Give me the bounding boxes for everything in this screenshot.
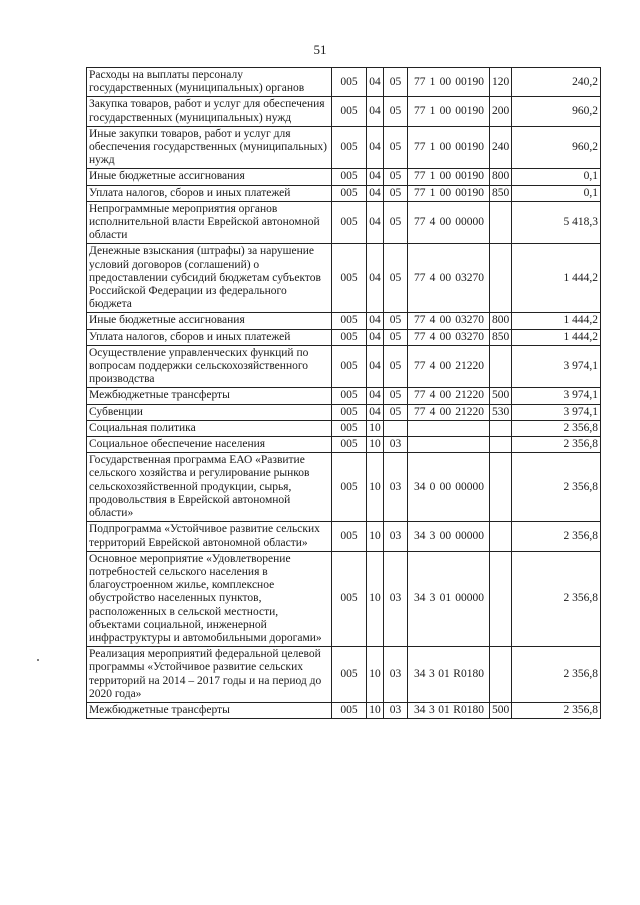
target-article-part: 03270 xyxy=(455,314,484,327)
target-article-parts xyxy=(410,389,487,402)
target-article-part: 00 xyxy=(439,330,452,343)
amount: 2 356,8 xyxy=(512,702,601,718)
amount: 1 444,2 xyxy=(512,313,601,329)
table-row xyxy=(87,68,601,97)
expense-type-code xyxy=(490,453,512,522)
admin-code: 005 xyxy=(332,702,367,718)
target-article-part: 77 xyxy=(414,405,426,418)
admin-code: 005 xyxy=(332,437,367,453)
target-article-part: 3 xyxy=(429,703,435,716)
target-article-part: 00 xyxy=(439,170,452,183)
section-code: 10 xyxy=(367,702,384,718)
subsection-code: 05 xyxy=(384,201,408,244)
section-code: 04 xyxy=(367,126,384,169)
target-article-part: 00190 xyxy=(455,75,484,88)
table-row xyxy=(87,522,601,551)
table-row xyxy=(87,388,601,404)
admin-code: 005 xyxy=(332,185,367,201)
admin-code: 005 xyxy=(332,453,367,522)
section-code: 04 xyxy=(367,313,384,329)
target-article-code xyxy=(408,126,490,169)
expense-type-code: 500 xyxy=(490,702,512,718)
scan-speck xyxy=(37,659,39,661)
target-article-part: 1 xyxy=(429,105,436,117)
table-row xyxy=(87,169,601,185)
table-row xyxy=(87,201,601,244)
expense-type-code xyxy=(490,522,512,551)
expense-type-code xyxy=(490,420,512,436)
target-article-part: 00 xyxy=(439,529,452,542)
table-row xyxy=(87,420,601,436)
target-article-parts xyxy=(410,481,487,494)
target-article-code xyxy=(408,453,490,522)
table-row xyxy=(87,404,601,420)
target-article-part: 00 xyxy=(439,216,452,229)
target-article-code xyxy=(408,185,490,201)
section-code: 04 xyxy=(367,169,384,185)
subsection-code: 05 xyxy=(384,126,408,169)
table-row xyxy=(87,345,601,388)
section-code: 04 xyxy=(367,68,384,97)
target-article-part: 3 xyxy=(429,667,435,680)
amount: 2 356,8 xyxy=(512,551,601,646)
target-article-part: 77 xyxy=(414,271,426,284)
subsection-code: 05 xyxy=(384,388,408,404)
table-row xyxy=(87,702,601,718)
target-article-part: 4 xyxy=(429,360,436,373)
target-article-part: 4 xyxy=(429,389,436,402)
target-article-part: 77 xyxy=(414,216,426,229)
subsection-code: 03 xyxy=(384,437,408,453)
target-article-code xyxy=(408,97,490,126)
table-row xyxy=(87,437,601,453)
target-article-part: 00 xyxy=(439,480,452,493)
subsection-code: 05 xyxy=(384,313,408,329)
target-article-code xyxy=(408,68,490,97)
target-article-part: 1 xyxy=(429,75,436,88)
row-name: Основное мероприятие «Удовлетворение потребностей сельского населения в благоустроенном жилье, комплексное обустройство населенных пунктов, расположенных в сельской местности, объектами социальной, инженерной инфраструктуры и автомобильными дорогами» xyxy=(87,551,332,646)
admin-code: 005 xyxy=(332,329,367,345)
target-article-code xyxy=(408,437,490,453)
target-article-part: 00 xyxy=(439,405,452,418)
subsection-code: 05 xyxy=(384,169,408,185)
admin-code: 005 xyxy=(332,68,367,97)
target-article-parts xyxy=(410,170,487,183)
target-article-part: 77 xyxy=(414,330,426,343)
target-article-part: 77 xyxy=(414,75,426,88)
row-name: Социальное обеспечение населения xyxy=(87,437,332,453)
row-name: Расходы на выплаты персоналу государственных (муниципальных) органов xyxy=(87,68,332,97)
target-article-code xyxy=(408,329,490,345)
target-article-code xyxy=(408,169,490,185)
expense-type-code: 530 xyxy=(490,404,512,420)
subsection-code: 05 xyxy=(384,329,408,345)
target-article-code xyxy=(408,702,490,718)
row-name: Осуществление управленческих функций по вопросам поддержки сельскохозяйственного производства xyxy=(87,345,332,388)
target-article-part: 00000 xyxy=(455,480,484,493)
amount: 2 356,8 xyxy=(512,437,601,453)
target-article-code xyxy=(408,201,490,244)
target-article-parts xyxy=(410,314,487,327)
target-article-parts xyxy=(410,105,487,118)
target-article-parts xyxy=(410,141,487,154)
target-article-part: 1 xyxy=(429,170,436,183)
expense-type-code: 500 xyxy=(490,388,512,404)
table-row xyxy=(87,126,601,169)
target-article-code xyxy=(408,522,490,551)
target-article-part: 77 xyxy=(414,360,426,373)
target-article-code xyxy=(408,244,490,313)
section-code: 10 xyxy=(367,437,384,453)
target-article-part: 21220 xyxy=(455,405,484,418)
admin-code: 005 xyxy=(332,126,367,169)
budget-table xyxy=(86,67,601,719)
target-article-part: 00 xyxy=(439,105,452,117)
target-article-part: R0180 xyxy=(453,703,484,716)
row-name: Уплата налогов, сборов и иных платежей xyxy=(87,329,332,345)
subsection-code: 03 xyxy=(384,522,408,551)
target-article-part: 01 xyxy=(438,667,450,680)
target-article-parts xyxy=(410,668,487,681)
row-name: Иные бюджетные ассигнования xyxy=(87,313,332,329)
subsection-code: 05 xyxy=(384,345,408,388)
budget-table-body xyxy=(87,68,601,719)
row-name: Социальная политика xyxy=(87,420,332,436)
admin-code: 005 xyxy=(332,388,367,404)
target-article-parts xyxy=(410,530,487,543)
subsection-code: 03 xyxy=(384,453,408,522)
target-article-part: 00190 xyxy=(455,141,484,154)
target-article-code xyxy=(408,345,490,388)
target-article-part: 77 xyxy=(414,141,426,154)
amount: 240,2 xyxy=(512,68,601,97)
expense-type-code xyxy=(490,345,512,388)
target-article-part: 4 xyxy=(429,330,436,343)
amount: 2 356,8 xyxy=(512,453,601,522)
expense-type-code: 850 xyxy=(490,329,512,345)
page-number: 51 xyxy=(313,42,327,57)
amount: 0,1 xyxy=(512,185,601,201)
amount: 960,2 xyxy=(512,126,601,169)
expense-type-code: 800 xyxy=(490,169,512,185)
target-article-part: 21220 xyxy=(455,389,484,402)
section-code: 04 xyxy=(367,329,384,345)
target-article-part: 34 xyxy=(414,667,426,680)
target-article-part: 77 xyxy=(414,170,426,183)
target-article-part: 00000 xyxy=(455,529,484,542)
target-article-parts xyxy=(410,187,487,200)
admin-code: 005 xyxy=(332,522,367,551)
expense-type-code: 850 xyxy=(490,185,512,201)
target-article-part: 00190 xyxy=(455,170,484,183)
target-article-part: 34 xyxy=(414,529,426,542)
target-article-part: 00 xyxy=(439,314,452,327)
subsection-code: 03 xyxy=(384,647,408,703)
expense-type-code xyxy=(490,201,512,244)
subsection-code: 03 xyxy=(384,551,408,646)
expense-type-code xyxy=(490,551,512,646)
section-code: 04 xyxy=(367,185,384,201)
row-name: Межбюджетные трансферты xyxy=(87,702,332,718)
admin-code: 005 xyxy=(332,313,367,329)
target-article-parts xyxy=(410,406,487,419)
section-code: 10 xyxy=(367,647,384,703)
expense-type-code: 120 xyxy=(490,68,512,97)
target-article-part: 77 xyxy=(414,186,426,199)
amount: 5 418,3 xyxy=(512,201,601,244)
subsection-code: 05 xyxy=(384,244,408,313)
section-code: 10 xyxy=(367,551,384,646)
admin-code: 005 xyxy=(332,201,367,244)
admin-code: 005 xyxy=(332,420,367,436)
admin-code: 005 xyxy=(332,404,367,420)
row-name: Непрограммные мероприятия органов исполнительной власти Еврейской автономной области xyxy=(87,201,332,244)
target-article-part: 01 xyxy=(439,592,452,605)
amount: 0,1 xyxy=(512,169,601,185)
target-article-code xyxy=(408,388,490,404)
target-article-part: 34 xyxy=(414,480,426,493)
target-article-part: 34 xyxy=(414,592,426,605)
table-row xyxy=(87,453,601,522)
section-code: 04 xyxy=(367,97,384,126)
row-name: Подпрограмма «Устойчивое развитие сельских территорий Еврейской автономной области» xyxy=(87,522,332,551)
target-article-parts xyxy=(410,360,487,373)
admin-code: 005 xyxy=(332,345,367,388)
row-name: Реализация мероприятий федеральной целевой программы «Устойчивое развитие сельских территорий на 2014 – 2017 годы и на период до 2020 года» xyxy=(87,647,332,703)
target-article-code xyxy=(408,420,490,436)
target-article-part: 00 xyxy=(439,186,452,199)
section-code: 04 xyxy=(367,201,384,244)
admin-code: 005 xyxy=(332,647,367,703)
admin-code: 005 xyxy=(332,169,367,185)
row-name: Иные бюджетные ассигнования xyxy=(87,169,332,185)
table-row xyxy=(87,329,601,345)
table-row xyxy=(87,647,601,703)
expense-type-code xyxy=(490,244,512,313)
expense-type-code: 240 xyxy=(490,126,512,169)
amount: 2 356,8 xyxy=(512,522,601,551)
table-row xyxy=(87,244,601,313)
amount: 3 974,1 xyxy=(512,345,601,388)
target-article-part: 00 xyxy=(439,360,452,373)
target-article-parts xyxy=(410,331,487,344)
amount: 2 356,8 xyxy=(512,647,601,703)
target-article-part: 00 xyxy=(439,389,452,402)
target-article-part: 00 xyxy=(439,271,452,284)
subsection-code: 05 xyxy=(384,185,408,201)
target-article-part: 1 xyxy=(429,186,436,199)
target-article-parts xyxy=(410,76,487,89)
target-article-part: 00000 xyxy=(455,216,484,229)
section-code: 10 xyxy=(367,453,384,522)
subsection-code: 05 xyxy=(384,404,408,420)
table-row xyxy=(87,551,601,646)
target-article-part: 03270 xyxy=(455,271,484,284)
target-article-code xyxy=(408,313,490,329)
target-article-part: 21220 xyxy=(455,360,484,373)
amount: 960,2 xyxy=(512,97,601,126)
target-article-part: 77 xyxy=(414,105,426,117)
target-article-parts xyxy=(410,272,487,285)
target-article-parts xyxy=(410,216,487,229)
target-article-part: 00 xyxy=(439,141,452,154)
section-code: 04 xyxy=(367,345,384,388)
expense-type-code xyxy=(490,647,512,703)
row-name: Межбюджетные трансферты xyxy=(87,388,332,404)
subsection-code xyxy=(384,420,408,436)
section-code: 04 xyxy=(367,244,384,313)
target-article-part: 00000 xyxy=(455,592,484,605)
expense-type-code: 800 xyxy=(490,313,512,329)
row-name: Иные закупки товаров, работ и услуг для обеспечения государственных (муниципальных) нужд xyxy=(87,126,332,169)
target-article-part: 34 xyxy=(414,703,426,716)
subsection-code: 03 xyxy=(384,702,408,718)
row-name: Денежные взыскания (штрафы) за нарушение условий договоров (соглашений) о предоставлении субсидий бюджетам субъектов Российской Федерации из федерального бюджета xyxy=(87,244,332,313)
target-article-code xyxy=(408,404,490,420)
target-article-part: R0180 xyxy=(453,667,484,680)
subsection-code: 05 xyxy=(384,68,408,97)
expense-type-code xyxy=(490,437,512,453)
target-article-parts xyxy=(410,592,487,605)
section-code: 04 xyxy=(367,388,384,404)
section-code: 10 xyxy=(367,522,384,551)
target-article-part: 1 xyxy=(429,141,436,154)
amount: 2 356,8 xyxy=(512,420,601,436)
section-code: 04 xyxy=(367,404,384,420)
admin-code: 005 xyxy=(332,97,367,126)
table-row xyxy=(87,97,601,126)
target-article-part: 4 xyxy=(429,216,436,229)
amount: 1 444,2 xyxy=(512,329,601,345)
target-article-part: 4 xyxy=(429,405,436,418)
row-name: Государственная программа ЕАО «Развитие сельского хозяйства и регулирование рынков сельскохозяйственной продукции, сырья, продовольствия в Еврейской автономной области» xyxy=(87,453,332,522)
target-article-part: 77 xyxy=(414,314,426,327)
target-article-part: 00190 xyxy=(455,186,484,199)
row-name: Закупка товаров, работ и услуг для обеспечения государственных (муниципальных) нужд xyxy=(87,97,332,126)
table-row xyxy=(87,313,601,329)
target-article-part: 3 xyxy=(429,592,436,605)
row-name: Уплата налогов, сборов и иных платежей xyxy=(87,185,332,201)
target-article-code xyxy=(408,647,490,703)
admin-code: 005 xyxy=(332,244,367,313)
subsection-code: 05 xyxy=(384,97,408,126)
section-code: 10 xyxy=(367,420,384,436)
amount: 3 974,1 xyxy=(512,404,601,420)
amount: 1 444,2 xyxy=(512,244,601,313)
target-article-part: 4 xyxy=(429,314,436,327)
target-article-part: 03270 xyxy=(455,330,484,343)
target-article-part: 4 xyxy=(429,271,436,284)
amount: 3 974,1 xyxy=(512,388,601,404)
expense-type-code: 200 xyxy=(490,97,512,126)
target-article-part: 77 xyxy=(414,389,426,402)
target-article-part: 0 xyxy=(429,480,436,493)
target-article-part: 00 xyxy=(439,75,452,88)
row-name: Субвенции xyxy=(87,404,332,420)
target-article-part: 3 xyxy=(429,529,436,542)
target-article-part: 01 xyxy=(438,703,450,716)
table-row xyxy=(87,185,601,201)
target-article-code xyxy=(408,551,490,646)
target-article-part: 00190 xyxy=(455,105,484,117)
target-article-parts xyxy=(410,704,487,717)
admin-code: 005 xyxy=(332,551,367,646)
